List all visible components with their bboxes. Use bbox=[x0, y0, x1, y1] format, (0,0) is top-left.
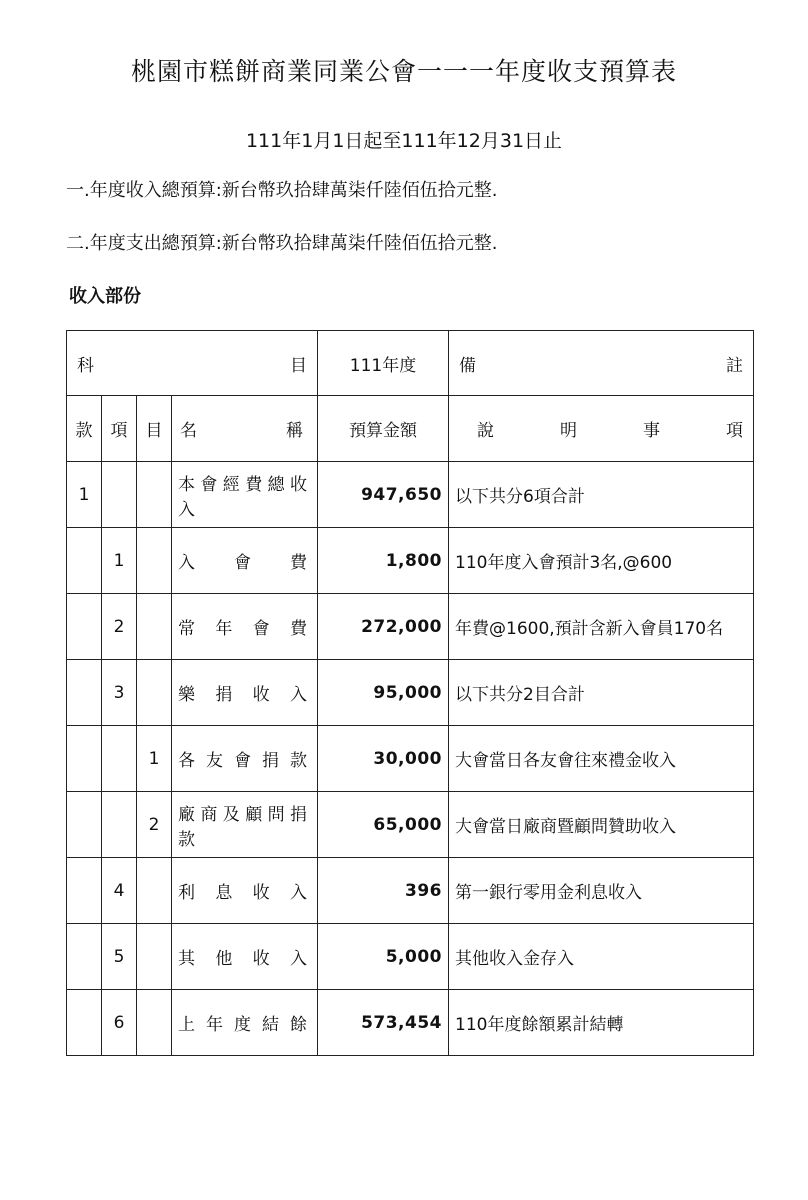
item-name-cell bbox=[172, 528, 318, 594]
xiang-cell bbox=[102, 792, 137, 858]
kuan-header: 款 bbox=[67, 396, 102, 462]
explain-header-char: 說 bbox=[477, 421, 494, 441]
amount-cell: 95,000 bbox=[318, 660, 449, 726]
note-cell: 第一銀行零用金利息收入 bbox=[449, 858, 754, 924]
xiang-cell: 2 bbox=[102, 594, 137, 660]
table-row bbox=[67, 924, 754, 990]
subject-header-cell bbox=[67, 331, 318, 396]
amount-header: 預算金額 bbox=[318, 396, 449, 462]
item-name-text: 利息收入 bbox=[178, 883, 309, 903]
remarks-header-right: 註 bbox=[726, 355, 743, 376]
amount-cell: 30,000 bbox=[318, 726, 449, 792]
item-name-text: 入會費 bbox=[178, 553, 309, 573]
note-cell: 以下共分2目合計 bbox=[449, 660, 754, 726]
note-cell: 110年度餘額累計結轉 bbox=[449, 990, 754, 1056]
note-cell: 其他收入金存入 bbox=[449, 924, 754, 990]
mu-cell bbox=[137, 594, 172, 660]
xiang-cell bbox=[102, 726, 137, 792]
kuan-cell bbox=[67, 660, 102, 726]
subject-header-left: 科 bbox=[77, 355, 94, 376]
kuan-cell bbox=[67, 528, 102, 594]
income-total-line: 一.年度收入總預算:新台幣玖拾肆萬柒仟陸佰伍拾元整. bbox=[66, 180, 498, 201]
note-cell: 以下共分6項合計 bbox=[449, 462, 754, 528]
item-name-cell bbox=[172, 462, 318, 528]
remarks-header-left: 備 bbox=[459, 355, 476, 376]
note-cell: 年費@1600,預計含新入會員170名 bbox=[449, 594, 754, 660]
xiang-header: 項 bbox=[102, 396, 137, 462]
mu-cell bbox=[137, 990, 172, 1056]
table-row bbox=[67, 858, 754, 924]
explain-header-char: 明 bbox=[560, 421, 577, 441]
item-name-text: 樂捐收入 bbox=[178, 685, 309, 705]
name-header-cell bbox=[172, 396, 318, 462]
xiang-cell: 4 bbox=[102, 858, 137, 924]
mu-cell bbox=[137, 462, 172, 528]
kuan-cell bbox=[67, 726, 102, 792]
subject-header-right: 目 bbox=[290, 355, 307, 376]
xiang-cell: 1 bbox=[102, 528, 137, 594]
table-row bbox=[67, 462, 754, 528]
item-name-cell bbox=[172, 858, 318, 924]
table-row bbox=[67, 990, 754, 1056]
note-cell: 110年度入會預計3名,@600 bbox=[449, 528, 754, 594]
name-header-right: 稱 bbox=[286, 421, 303, 441]
amount-cell: 272,000 bbox=[318, 594, 449, 660]
note-cell: 大會當日各友會往來禮金收入 bbox=[449, 726, 754, 792]
kuan-cell bbox=[67, 594, 102, 660]
xiang-cell: 5 bbox=[102, 924, 137, 990]
section-title: 收入部份 bbox=[69, 286, 141, 307]
item-name-text: 廠商及顧問捐款 bbox=[178, 804, 309, 850]
xiang-cell bbox=[102, 462, 137, 528]
item-name-text: 其他收入 bbox=[178, 949, 309, 969]
xiang-cell: 3 bbox=[102, 660, 137, 726]
amount-cell: 1,800 bbox=[318, 528, 449, 594]
item-name-cell bbox=[172, 660, 318, 726]
table-row bbox=[67, 528, 754, 594]
header-row-1 bbox=[67, 331, 754, 396]
mu-cell: 2 bbox=[137, 792, 172, 858]
amount-cell: 947,650 bbox=[318, 462, 449, 528]
xiang-cell: 6 bbox=[102, 990, 137, 1056]
kuan-cell bbox=[67, 792, 102, 858]
item-name-cell bbox=[172, 726, 318, 792]
explain-header-char: 項 bbox=[726, 421, 743, 441]
mu-cell bbox=[137, 924, 172, 990]
item-name-text: 本會經費總收入 bbox=[178, 474, 309, 520]
mu-cell bbox=[137, 858, 172, 924]
kuan-cell bbox=[67, 990, 102, 1056]
mu-header: 目 bbox=[137, 396, 172, 462]
kuan-cell bbox=[67, 858, 102, 924]
item-name-text: 各友會捐款 bbox=[178, 751, 309, 771]
item-name-text: 常年會費 bbox=[178, 619, 309, 639]
income-budget-table bbox=[66, 330, 754, 1056]
table-row bbox=[67, 726, 754, 792]
mu-cell bbox=[137, 528, 172, 594]
item-name-text: 上年度結餘 bbox=[178, 1015, 309, 1035]
table-row bbox=[67, 594, 754, 660]
header-row-2 bbox=[67, 396, 754, 462]
budget-period: 111年1月1日起至111年12月31日止 bbox=[245, 130, 563, 152]
explain-header-char: 事 bbox=[643, 421, 660, 441]
table-row bbox=[67, 660, 754, 726]
mu-cell: 1 bbox=[137, 726, 172, 792]
year-header: 111年度 bbox=[318, 331, 449, 396]
item-name-cell bbox=[172, 990, 318, 1056]
table-row bbox=[67, 792, 754, 858]
kuan-cell: 1 bbox=[67, 462, 102, 528]
expense-total-line: 二.年度支出總預算:新台幣玖拾肆萬柒仟陸佰伍拾元整. bbox=[66, 233, 498, 254]
note-cell: 大會當日廠商暨顧問贊助收入 bbox=[449, 792, 754, 858]
document-title: 桃園市糕餅商業同業公會一一一年度收支預算表 bbox=[130, 57, 677, 86]
remarks-header-cell bbox=[449, 331, 754, 396]
amount-cell: 5,000 bbox=[318, 924, 449, 990]
name-header-left: 名 bbox=[180, 421, 197, 441]
amount-cell: 396 bbox=[318, 858, 449, 924]
mu-cell bbox=[137, 660, 172, 726]
item-name-cell bbox=[172, 924, 318, 990]
item-name-cell bbox=[172, 594, 318, 660]
item-name-cell bbox=[172, 792, 318, 858]
explain-header-cell bbox=[449, 396, 754, 462]
amount-cell: 65,000 bbox=[318, 792, 449, 858]
amount-cell: 573,454 bbox=[318, 990, 449, 1056]
kuan-cell bbox=[67, 924, 102, 990]
